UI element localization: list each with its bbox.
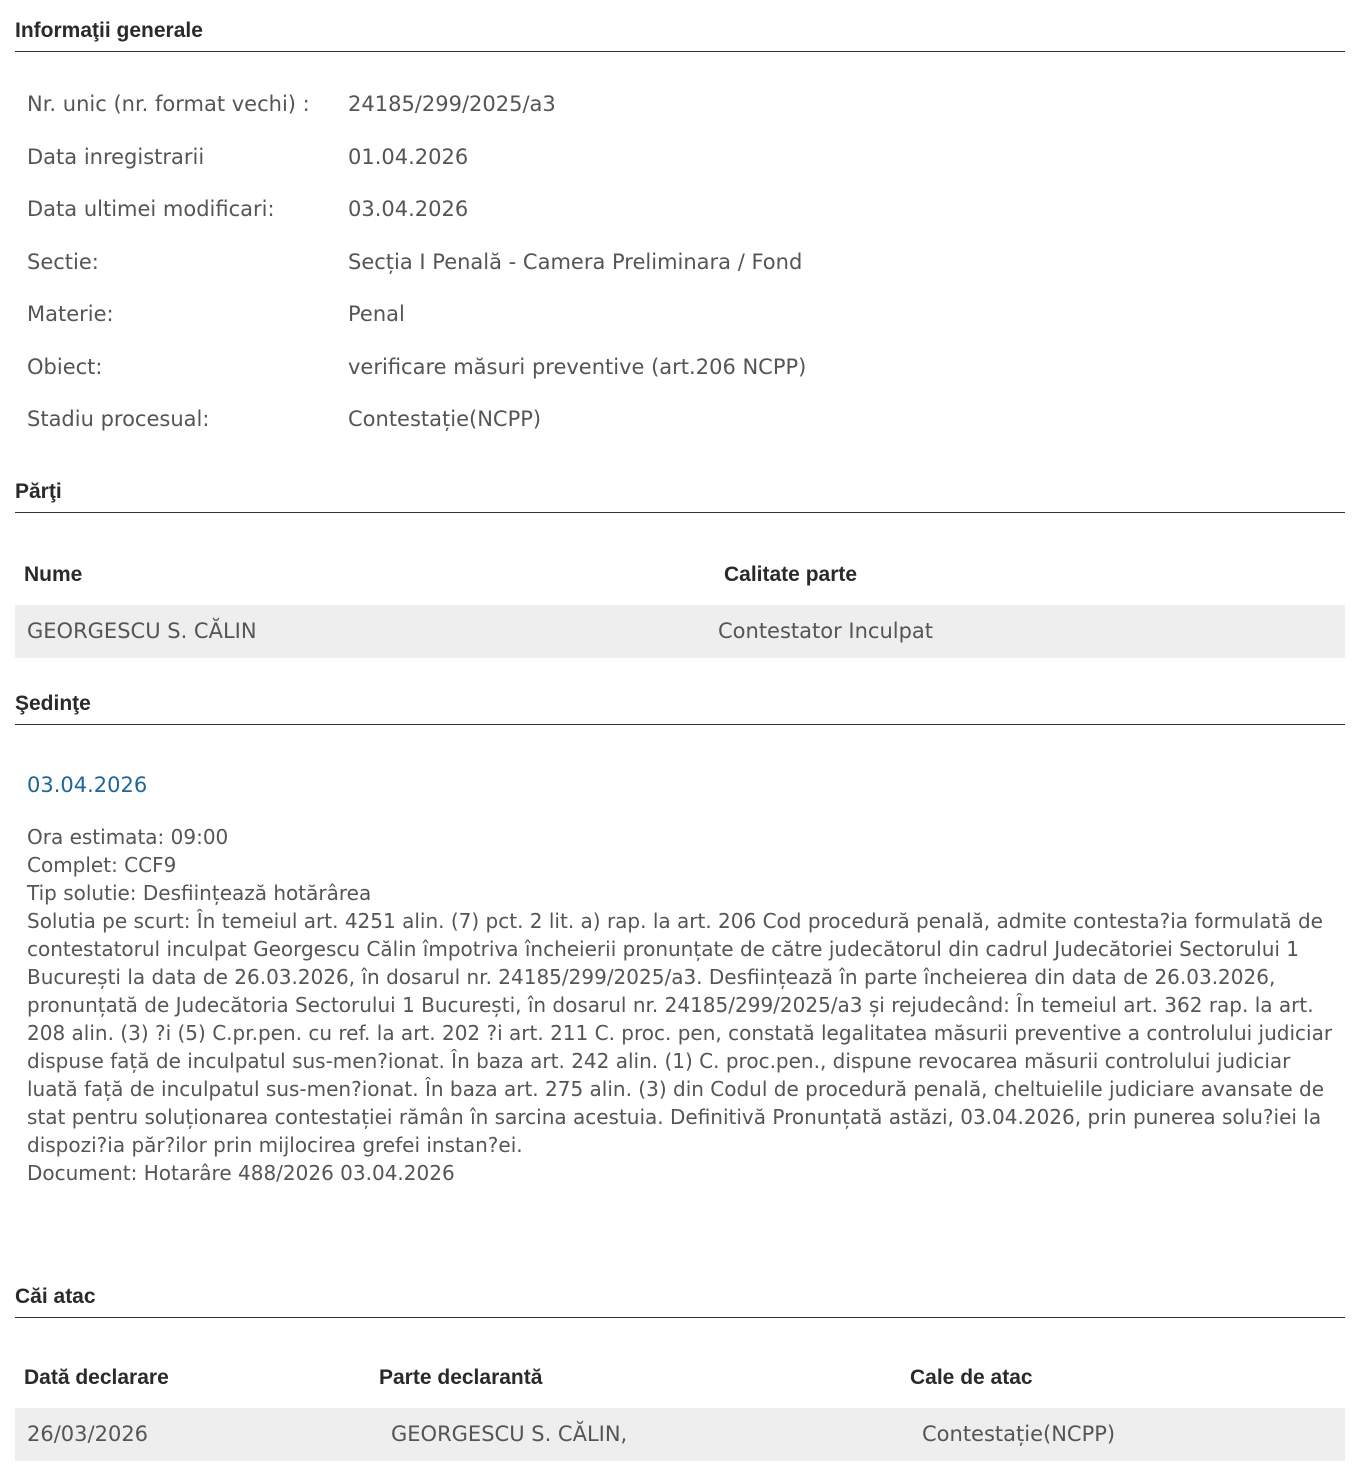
- info-row: [15, 341, 1345, 394]
- column-header-nume: Nume: [24, 562, 83, 586]
- info-row: [15, 288, 1345, 341]
- section-title-parti: Părţi: [15, 461, 1345, 513]
- table-header: [15, 1348, 1345, 1408]
- section-title-cai-atac: Căi atac: [15, 1266, 1345, 1318]
- column-header-data: Dată declarare: [24, 1365, 169, 1389]
- session-panel: Complet: CCF9: [27, 852, 177, 877]
- session-hour: Ora estimata: 09:00: [27, 824, 229, 849]
- session-document: Document: Hotarâre 488/2026 03.04.2026: [27, 1160, 455, 1185]
- info-value: Secția I Penală - Camera Preliminara / Fond: [348, 249, 803, 274]
- column-header-parte: Parte declarantă: [379, 1365, 543, 1389]
- info-label: Stadiu procesual:: [27, 407, 210, 432]
- cell-parte: GEORGESCU S. CĂLIN,: [391, 1422, 628, 1446]
- cai-atac-table: [15, 1348, 1345, 1461]
- session-solution-summary: Solutia pe scurt: În temeiul art. 4251 alin. (7) pct. 2 lit. a) rap. la art. 206 Cod procedură penală, admite contesta?ia formulată de contestatorul inculpat Georgescu Călin împotriva încheierii pronunțate de către judecătorul din cadrul Judecătoriei Sectorului 1 București la data de 26.03.2026, în dosarul nr. 24185/299/2025/a3. Desființează în parte încheierea din data de 26.03.2026, pronunțată de Judecătoria Sectorului 1 București, în dosarul nr. 24185/299/2025/a3 și rejudecând: În temeiul art. 362 rap. la art. 208 alin. (3) ?i (5) C.pr.pen. cu ref. la art. 202 ?i art. 211 C. proc. pen, constată legalitatea măsurii preventive a controlului judiciar dispuse față de inculpatul sus-men?ionat. În baza art. 242 alin. (1) C. proc.pen., dispune revocarea măsurii controlului judiciar luată față de inculpatul sus-men?ionat. În baza art. 275 alin. (3) din Codul de procedură penală, cheltuielile judiciare avansate de stat pentru soluționarea contestației rămân în sarcina acestuia. Definitivă Pronunțată astăzi, 03.04.2026, prin punerea solu?iei la dispozi?ia păr?ilor prin mijlocirea grefei instan?ei.: [27, 908, 1333, 1157]
- info-row: [15, 236, 1345, 289]
- general-info-table: [15, 78, 1345, 446]
- column-header-calitate: Calitate parte: [724, 562, 858, 586]
- info-label: Materie:: [27, 302, 114, 327]
- info-value: 24185/299/2025/a3: [348, 92, 556, 117]
- section-title-sedinte: Şedinţe: [15, 673, 1345, 725]
- case-details-page: [15, 0, 1345, 1461]
- column-header-cale: Cale de atac: [910, 1365, 1033, 1389]
- info-value: Penal: [348, 302, 405, 327]
- info-row: [15, 393, 1345, 446]
- session-solution-type: Tip solutie: Desființează hotărârea: [27, 880, 372, 905]
- cell-nume: GEORGESCU S. CĂLIN: [27, 619, 257, 643]
- session-date-link[interactable]: 03.04.2026: [27, 772, 148, 797]
- table-row: [15, 605, 1345, 658]
- table-row: [15, 1408, 1345, 1461]
- section-title-general: Informaţii generale: [15, 0, 1345, 52]
- info-label: Data inregistrarii: [27, 144, 205, 169]
- info-row: [15, 78, 1345, 131]
- cell-cale: Contestație(NCPP): [922, 1422, 1116, 1446]
- info-label: Sectie:: [27, 249, 99, 274]
- info-row: [15, 131, 1345, 184]
- info-label: Data ultimei modificari:: [27, 197, 275, 222]
- info-value: 03.04.2026: [348, 197, 469, 222]
- info-label: Obiect:: [27, 354, 103, 379]
- cell-data: 26/03/2026: [27, 1422, 149, 1446]
- info-label: Nr. unic (nr. format vechi) :: [27, 92, 310, 117]
- info-value: Contestație(NCPP): [348, 407, 542, 432]
- info-value: verificare măsuri preventive (art.206 NCPP): [348, 354, 807, 379]
- table-header: [15, 545, 1345, 605]
- info-row: [15, 183, 1345, 236]
- cell-calitate: Contestator Inculpat: [718, 619, 934, 643]
- parti-table: [15, 545, 1345, 658]
- info-value: 01.04.2026: [348, 144, 469, 169]
- session-details: [15, 823, 1337, 1187]
